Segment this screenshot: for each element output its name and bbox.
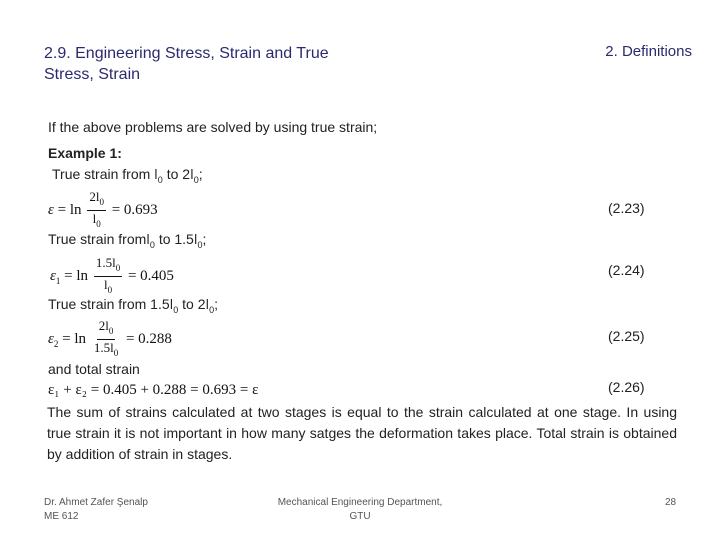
footer-univ: GTU <box>349 511 371 522</box>
intro-text: If the above problems are solved by using true strain; <box>48 119 378 135</box>
step-2-suffix: ; <box>202 231 207 247</box>
step-3-suffix: ; <box>214 296 219 312</box>
step-2-prefix: True strain from <box>48 231 147 247</box>
eq3-fraction <box>92 318 120 361</box>
example-label: Example 1: <box>48 145 122 161</box>
eq-number-2-26: (2.26) <box>608 379 645 395</box>
eq1-result: = 0.693 <box>111 201 158 218</box>
eq2-num-sub: 0 <box>115 263 121 273</box>
eq1-fraction <box>87 189 106 232</box>
step-3-from: l <box>169 298 174 313</box>
step-2-text <box>48 231 206 250</box>
eq1-den: l <box>92 211 97 226</box>
eq3-result: = 0.288 <box>125 330 172 347</box>
eq2-den-sub: 0 <box>107 285 113 295</box>
step-2-from-sub: 0 <box>149 240 155 250</box>
eq2-lhs: ε <box>50 267 56 284</box>
eq1-func: = ln <box>57 201 82 218</box>
equation-2-25 <box>48 318 172 361</box>
step-2-mid: to 1.5 <box>158 231 194 247</box>
footer-dept: Mechanical Engineering Department, <box>277 497 443 508</box>
step-1-mid: to 2 <box>166 166 191 182</box>
eq-number-2-24: (2.24) <box>608 262 645 278</box>
step-3-prefix: True strain from 1.5 <box>48 296 170 312</box>
step-3-text <box>48 296 218 315</box>
footer-course: ME 612 <box>44 511 79 522</box>
step-1-text <box>52 166 203 185</box>
step-2-to-sub: 0 <box>197 240 203 250</box>
eq3-lhs-sub: 2 <box>53 338 59 349</box>
eq2-num: 1.5l <box>95 255 116 270</box>
step-3-to-sub: 0 <box>209 305 215 315</box>
eq3-num: 2l <box>98 318 109 333</box>
step-2-to: l <box>193 233 198 248</box>
eq2-den: l <box>103 277 108 292</box>
total-strain-label: and total strain <box>48 361 140 377</box>
eq1-num-sub: 0 <box>99 197 104 207</box>
eq2-fraction <box>94 255 122 298</box>
footer-dept-block <box>270 496 450 524</box>
footer-author-block <box>44 496 148 524</box>
step-1-to-sub: 0 <box>193 175 199 185</box>
eq-number-2-23: (2.23) <box>608 200 645 216</box>
eq3-den: 1.5l <box>93 340 114 355</box>
step-3-to: l <box>205 298 210 313</box>
equation-2-24 <box>50 255 174 298</box>
eq1-num: 2l <box>89 189 100 204</box>
eq3-lhs: ε <box>48 330 54 347</box>
eq1-lhs: ε <box>48 201 54 218</box>
step-3-mid: to 2 <box>182 296 206 312</box>
step-2-from: l <box>146 233 150 248</box>
footer-author: Dr. Ahmet Zafer Şenalp <box>44 497 148 508</box>
equation-2-26: ε₁ + ε₂ = 0.405 + 0.288 = 0.693 = ε <box>48 382 259 398</box>
step-1-from-sub: 0 <box>157 175 163 185</box>
eq3-den-sub: 0 <box>113 348 119 358</box>
eq2-result: = 0.405 <box>127 267 174 284</box>
step-1-from: l <box>154 168 158 183</box>
conclusion-paragraph: The sum of strains calculated at two stages is equal to the strain calculated at one stage. In using true strain it is not important in how many satges the deformation takes place. Total strain is obtained by addition of strain in stages. <box>47 404 677 462</box>
page-number: 28 <box>665 497 677 508</box>
eq2-lhs-sub: 1 <box>55 275 61 286</box>
eq1-den-sub: 0 <box>96 219 101 229</box>
equation-2-23 <box>48 189 158 232</box>
eq2-func: = ln <box>64 267 89 284</box>
step-3-from-sub: 0 <box>173 305 179 315</box>
slide-title: 2.9. Engineering Stress, Strain and True Stress, Strain <box>44 45 329 83</box>
eq3-num-sub: 0 <box>108 326 114 336</box>
section-heading: 2. Definitions <box>605 43 692 60</box>
step-1-prefix: True strain from <box>52 166 151 182</box>
step-1-to: l <box>190 168 194 183</box>
step-1-suffix: ; <box>198 166 203 182</box>
eq-number-2-25: (2.25) <box>608 328 645 344</box>
eq3-func: = ln <box>62 330 87 347</box>
